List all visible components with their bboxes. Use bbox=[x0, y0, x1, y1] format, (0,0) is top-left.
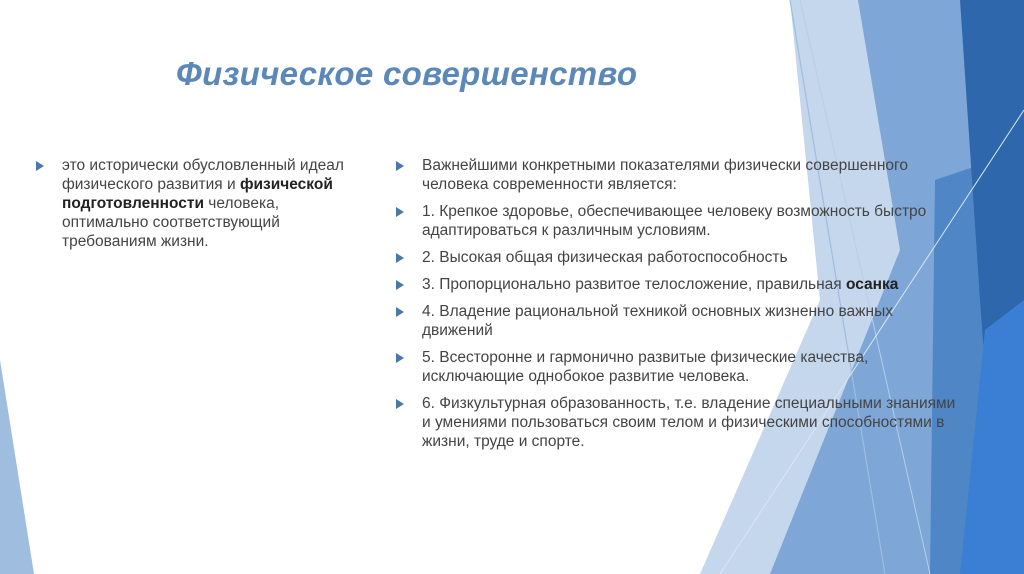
bullet-arrow-icon bbox=[396, 280, 404, 290]
definition-text-end: человека, оптимально соответствующий требованиям жизни. bbox=[62, 195, 280, 250]
bullet-arrow-icon bbox=[396, 353, 404, 363]
right-bullet-list bbox=[396, 156, 956, 459]
list-item-text: 6. Физкультурная образованность, т.е. владение специальными знаниями и умениями пользоваться своим телом и физическими способностями в жизни, труде и спорте. bbox=[422, 395, 956, 450]
list-item bbox=[396, 202, 956, 240]
list-item bbox=[396, 394, 956, 451]
list-item-text: 4. Владение рациональной техникой основных жизненно важных движений bbox=[422, 303, 894, 339]
list-item-text: 3. Пропорционально развитое телосложение, правильная bbox=[422, 276, 846, 293]
list-item-text: Важнейшими конкретными показателями физически совершенного человека современности является: bbox=[422, 157, 908, 193]
bullet-arrow-icon bbox=[396, 307, 404, 317]
list-item bbox=[396, 275, 956, 294]
list-item bbox=[396, 248, 956, 267]
list-item bbox=[36, 156, 346, 251]
bullet-arrow-icon bbox=[36, 161, 44, 171]
deco-left-triangle bbox=[0, 360, 34, 574]
page-title: Физическое совершенство bbox=[176, 55, 638, 92]
left-bullet-list bbox=[36, 156, 346, 259]
list-item bbox=[396, 348, 956, 386]
list-item-text: 5. Всесторонне и гармонично развитые физические качества, исключающие однобокое развитие человека. bbox=[422, 349, 869, 385]
list-item-text: 2. Высокая общая физическая работоспособность bbox=[422, 249, 788, 266]
list-item bbox=[396, 156, 956, 194]
list-item bbox=[396, 302, 956, 340]
bullet-arrow-icon bbox=[396, 161, 404, 171]
list-item-text: 1. Крепкое здоровье, обеспечивающее человеку возможность быстро адаптироваться к различным условиям. bbox=[422, 203, 927, 239]
definition-text-start: это исторически обусловленный идеал физического развития и bbox=[62, 157, 344, 193]
bullet-arrow-icon bbox=[396, 253, 404, 263]
bullet-arrow-icon bbox=[396, 399, 404, 409]
bullet-arrow-icon bbox=[396, 207, 404, 217]
definition-term: физической подготовленности bbox=[62, 176, 333, 212]
posture-term: осанка bbox=[845, 276, 899, 293]
